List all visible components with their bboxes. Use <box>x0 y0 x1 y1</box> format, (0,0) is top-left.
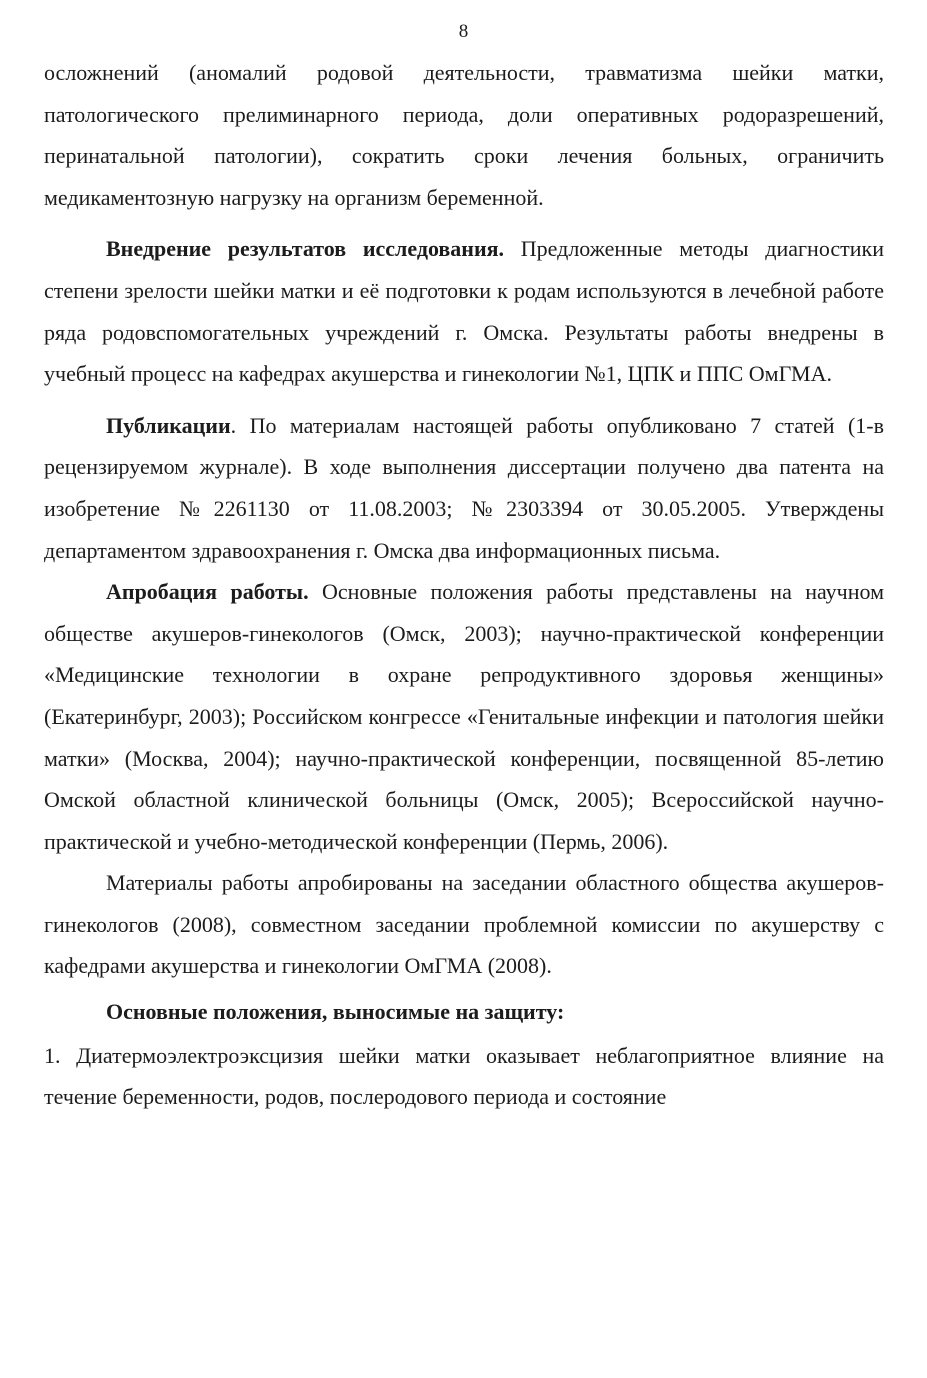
paragraph-materials: Материалы работы апробированы на заседании областного общества акушеров-гинекологов (2008), совместном заседании проблемной комиссии по акушерству с кафедрами акушерства и гинекологии ОмГМА (2008). <box>44 870 884 979</box>
implementation-title: Внедрение результатов исследования. <box>106 236 505 262</box>
paragraph-implementation <box>44 228 884 394</box>
approbation-title: Апробация работы. <box>106 579 309 605</box>
thesis-item-1: 1. Диатермоэлектроэксцизия шейки матки оказывает неблагоприятное влияние на течение беременности, родов, послеродового периода и состояние <box>44 1042 884 1110</box>
page-body <box>44 52 884 1118</box>
paragraph-continuation: осложнений (аномалий родовой деятельности, травматизма шейки матки, патологического прелиминарного периода, доли оперативных родоразрешений, перинатальной патологии), сократить сроки лечения больных, ограничить медикаментозную нагрузку на организм беременной. <box>44 60 884 210</box>
implementation-text: Предложенные методы диагностики степени зрелости шейки матки и её подготовки к родам используются в лечебной работе ряда родовспомогательных учреждений г. Омска. Результаты работы внедрены в учебный процесс на кафедрах акушерства и гинекологии №1, ЦПК и ППС ОмГМА. <box>44 236 884 387</box>
paragraph-publications <box>44 405 884 571</box>
approbation-text: Основные положения работы представлены на научном обществе акушеров-гинекологов (Омск, 2003); научно-практической конференции «Медицинские технологии в охране репродуктивного здоровья женщины» (Екатеринбург, 2003); Российском конгрессе «Генитальные инфекции и патология шейки матки» (Москва, 2004); научно-практической конференции, посвященной 85-летию Омской областной клинической больницы (Омск, 2005); Всероссийской научно-практической и учебно-методической конференции (Пермь, 2006). <box>44 579 884 854</box>
page-number: 8 <box>458 21 469 42</box>
publications-text: . По материалам настоящей работы опубликовано 7 статей (1-в рецензируемом журнале). В ходе выполнения диссертации получено два патента на изобретение №2261130 от 11.08.2003; №2303394 от 30.05.2005. Утверждены департаментом здравоохранения г. Омска два информационных письма. <box>44 412 884 563</box>
theses-heading-text: Основные положения, выносимые на защиту: <box>106 999 565 1025</box>
paragraph-approbation <box>44 571 884 862</box>
theses-heading <box>44 991 884 1033</box>
publications-title: Публикации <box>106 412 231 438</box>
